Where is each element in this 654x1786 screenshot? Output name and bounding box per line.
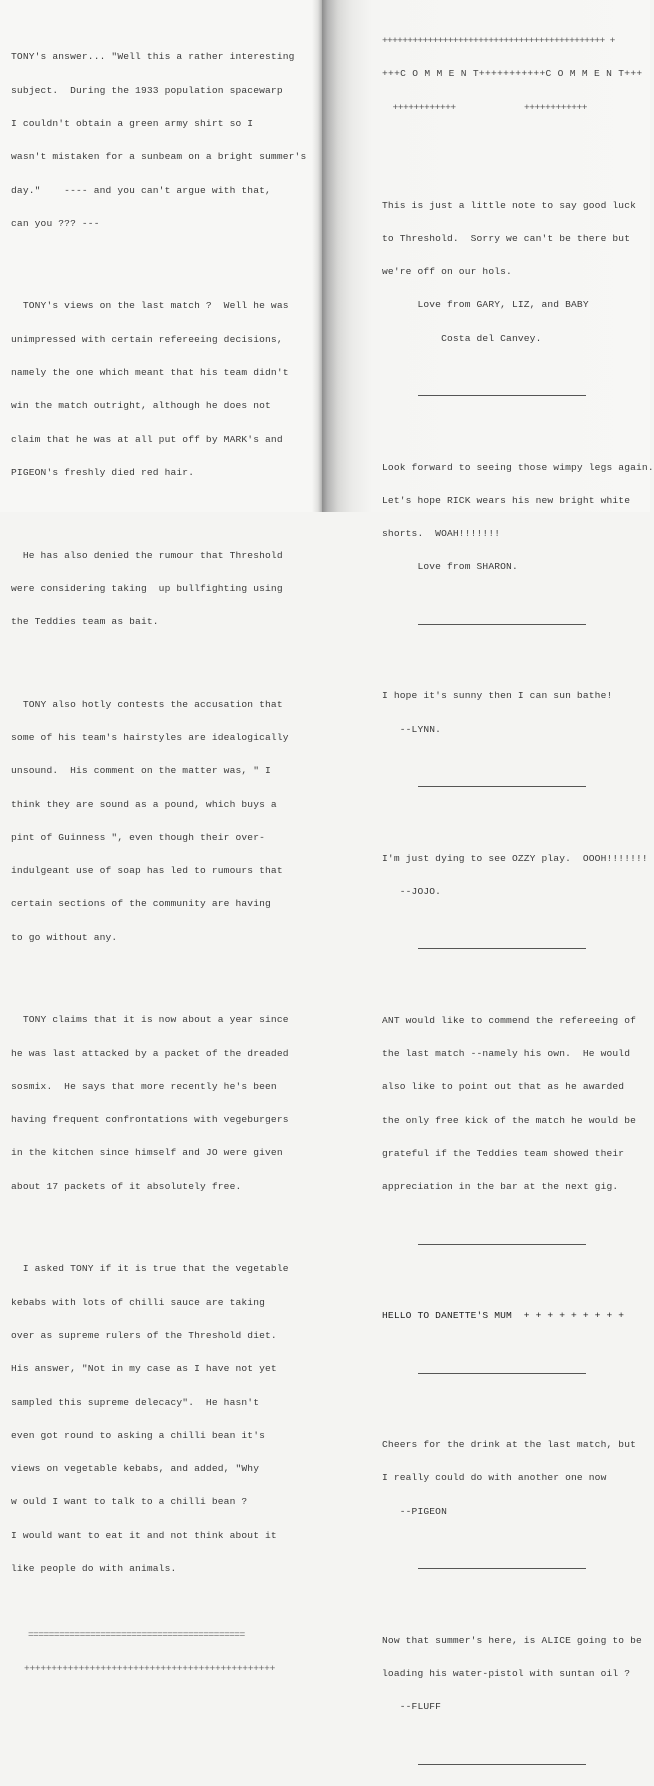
- text-line: I really could do with another one now: [382, 1472, 607, 1484]
- message-ant: [382, 993, 654, 1215]
- text-line: he was last attacked by a packet of the dreaded: [11, 1047, 289, 1059]
- paragraph-sosmix: [11, 992, 306, 1214]
- message-fluff: [382, 1612, 654, 1734]
- text-line: pint of Guinness ", even though their over-: [11, 831, 266, 843]
- text-line: namely the one which meant that his team didn't: [11, 367, 289, 378]
- text-line: ANT would like to commend the refereeing of: [382, 1014, 637, 1026]
- plus-border-top: ++++++++++++++++++++++++++++++++++++++++++++ +: [382, 35, 615, 47]
- paragraph-last-match: [11, 278, 306, 500]
- text-line: Now that summer's here, is ALICE going to be: [382, 1634, 642, 1646]
- text-line: can you ??? ---: [11, 217, 100, 229]
- left-article: [11, 7, 306, 1685]
- text-line: He has also denied the rumour that Threshold: [11, 549, 283, 561]
- plus-divider: ++++++++++++++++++++++++++++++++++++++++++++++: [24, 1662, 276, 1674]
- divider-line: [418, 1373, 586, 1375]
- paragraph-bullfighting: [11, 527, 306, 649]
- text-line: some of his team's hairstyles are idealogically: [11, 732, 289, 743]
- divider-line: [418, 624, 586, 626]
- text-line: I would want to eat it and not think about it: [11, 1529, 277, 1541]
- text-line: to go without any.: [11, 931, 118, 943]
- paragraph-tony-answer: [11, 29, 306, 251]
- text-line: unimpressed with certain refereeing decisions,: [11, 333, 283, 345]
- text-line: Let's hope RICK wears his new bright white: [382, 494, 631, 506]
- text-line: the Teddies team as bait.: [11, 616, 159, 628]
- text-line: the last match --namely his own. He would: [382, 1048, 631, 1060]
- text-line: w ould I want to talk to a chilli bean ?: [11, 1496, 248, 1508]
- signature: --LYNN.: [382, 723, 442, 735]
- paragraph-kebabs: [11, 1241, 306, 1596]
- signature: --FLUFF: [382, 1701, 442, 1713]
- text-line: certain sections of the community are having: [11, 898, 271, 910]
- text-line: loading his water-pistol with suntan oil ?: [382, 1667, 631, 1679]
- text-line: wasn't mistaken for a sunbeam on a bright summer's: [11, 151, 307, 163]
- text-line: sosmix. He says that more recently he's been: [11, 1080, 277, 1092]
- signature: Costa del Canvey.: [382, 332, 542, 344]
- text-line: Cheers for the drink at the last match, but: [382, 1439, 637, 1451]
- text-line: views on vegetable kebabs, and added, "Why: [11, 1463, 260, 1475]
- text-line: we're off on our hols.: [382, 266, 512, 278]
- text-line: Look forward to seeing those wimpy legs again.: [382, 461, 654, 473]
- message-sharon: [382, 439, 654, 594]
- comment-section: [382, 13, 654, 1786]
- divider-line: [418, 948, 586, 950]
- equals-divider: ==========================================: [28, 1629, 245, 1641]
- text-line: over as supreme rulers of the Threshold diet.: [11, 1329, 277, 1341]
- text-line: I asked TONY if it is true that the vegetable: [11, 1263, 289, 1275]
- divider-line: [418, 1244, 586, 1246]
- message-jojo: [382, 830, 654, 919]
- signature: Love from SHARON.: [382, 561, 518, 573]
- text-line: shorts. WOAH!!!!!!!: [382, 528, 501, 540]
- text-line: even got round to asking a chilli bean it's: [11, 1429, 266, 1441]
- text-line: HELLO TO DANETTE'S MUM + + + + + + + + +: [382, 1310, 625, 1322]
- signature: Love from GARY, LIZ, and BABY: [382, 299, 589, 311]
- text-line: appreciation in the bar at the next gig.: [382, 1181, 619, 1193]
- text-line: TONY's views on the last match ? Well he was: [11, 300, 289, 312]
- text-line: in the kitchen since himself and JO were given: [11, 1147, 283, 1159]
- divider-line: [418, 1568, 586, 1570]
- divider-line: [418, 395, 586, 397]
- text-line: kebabs with lots of chilli sauce are taking: [11, 1296, 266, 1308]
- signature: --JOJO.: [382, 885, 442, 897]
- text-line: I couldn't obtain a green army shirt so I: [11, 117, 254, 129]
- text-line: win the match outright, although he does not: [11, 400, 271, 412]
- text-line: sampled this supreme delecacy". He hasn't: [11, 1396, 260, 1408]
- divider-line: [418, 1764, 586, 1766]
- text-line: TONY claims that it is now about a year since: [11, 1014, 289, 1026]
- text-line: to Threshold. Sorry we can't be there but: [382, 232, 631, 244]
- text-line: grateful if the Teddies team showed their: [382, 1147, 625, 1159]
- signature: --PIGEON: [382, 1505, 447, 1517]
- text-line: subject. During the 1933 population spacewarp: [11, 84, 283, 96]
- paragraph-hairstyles: [11, 677, 306, 965]
- text-line: claim that he was at all put off by MARK's and: [11, 433, 283, 445]
- text-line: TONY also hotly contests the accusation that: [11, 698, 283, 710]
- message-pigeon: [382, 1417, 654, 1539]
- text-line: This is just a little note to say good luck: [382, 199, 637, 211]
- plus-border-sub: ++++++++++++ ++++++++++++: [382, 101, 588, 113]
- text-line: also like to point out that as he awarded: [382, 1081, 625, 1093]
- text-line: unsound. His comment on the matter was, " I: [11, 765, 271, 777]
- text-line: the only free kick of the match he would be: [382, 1114, 637, 1126]
- text-line: about 17 packets of it absolutely free.: [11, 1180, 242, 1192]
- message-gary-liz: [382, 177, 654, 366]
- text-line: I hope it's sunny then I can sun bathe!: [382, 690, 613, 702]
- text-line: think they are sound as a pound, which buys a: [11, 798, 277, 810]
- text-line: day." ---- and you can't argue with that,: [11, 184, 271, 196]
- text-line: TONY's answer... "Well this a rather interesting: [11, 51, 295, 63]
- text-line: indulgeant use of soap has led to rumours that: [11, 865, 283, 877]
- text-line: I'm just dying to see OZZY play. OOOH!!!!!!!: [382, 852, 648, 864]
- comment-banner: +++C O M M E N T+++++++++++C O M M E N T+++: [382, 68, 643, 80]
- message-lynn: [382, 668, 654, 757]
- text-line: having frequent confrontations with vegeburgers: [11, 1114, 289, 1126]
- message-danette-mum: [382, 1288, 654, 1343]
- text-line: like people do with animals.: [11, 1562, 177, 1574]
- text-line: were considering taking up bullfighting using: [11, 582, 283, 594]
- divider-line: [418, 786, 586, 788]
- text-line: PIGEON's freshly died red hair.: [11, 466, 195, 478]
- text-line: His answer, "Not in my case as I have not yet: [11, 1363, 277, 1375]
